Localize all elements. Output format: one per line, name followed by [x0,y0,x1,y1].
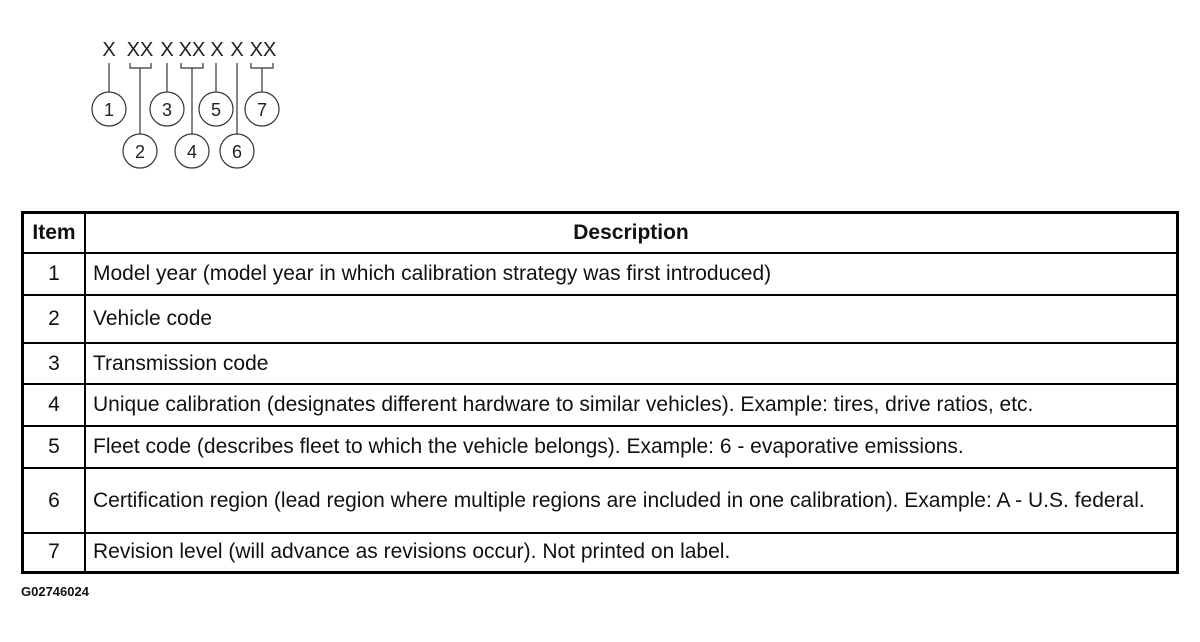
code-segment-4: XX [178,39,206,61]
callout-number-3: 3 [161,100,173,120]
callout-number-7: 7 [256,100,268,120]
description-table [21,211,1179,574]
description-column-header: Description [85,213,1178,254]
item-number: 1 [23,253,86,295]
item-number: 2 [23,295,86,343]
table-row [23,533,1178,572]
table-row [23,343,1178,384]
calibration-code-diagram [88,30,308,180]
item-number: 5 [23,426,86,468]
item-number: 6 [23,468,86,533]
item-column-header: Item [23,213,86,254]
callout-number-6: 6 [231,142,243,162]
item-description: Revision level (will advance as revisions occur). Not printed on label. [85,533,1178,572]
item-description: Certification region (lead region where multiple regions are included in one calibration). Example: A - U.S. federal. [85,468,1178,533]
table-row [23,253,1178,295]
code-segment-5: X [210,39,224,61]
code-segment-1: X [102,39,116,61]
item-number: 7 [23,533,86,572]
figure-id: G02746024 [21,584,89,599]
table-header-row [23,213,1178,254]
item-description: Model year (model year in which calibration strategy was first introduced) [85,253,1178,295]
item-description: Vehicle code [85,295,1178,343]
callout-number-4: 4 [186,142,198,162]
table-row [23,295,1178,343]
callout-number-5: 5 [210,100,222,120]
item-description: Fleet code (describes fleet to which the vehicle belongs). Example: 6 - evaporative emissions. [85,426,1178,468]
code-segment-3: X [160,39,174,61]
table-row [23,426,1178,468]
item-number: 3 [23,343,86,384]
item-number: 4 [23,384,86,426]
callout-number-2: 2 [134,142,146,162]
item-description: Transmission code [85,343,1178,384]
code-segment-7: XX [249,39,277,61]
code-segment-2: XX [126,39,154,61]
callout-number-1: 1 [103,100,115,120]
table-row [23,468,1178,533]
table-row [23,384,1178,426]
item-description: Unique calibration (designates different hardware to similar vehicles). Example: tires, drive ratios, etc. [85,384,1178,426]
code-segment-6: X [230,39,244,61]
